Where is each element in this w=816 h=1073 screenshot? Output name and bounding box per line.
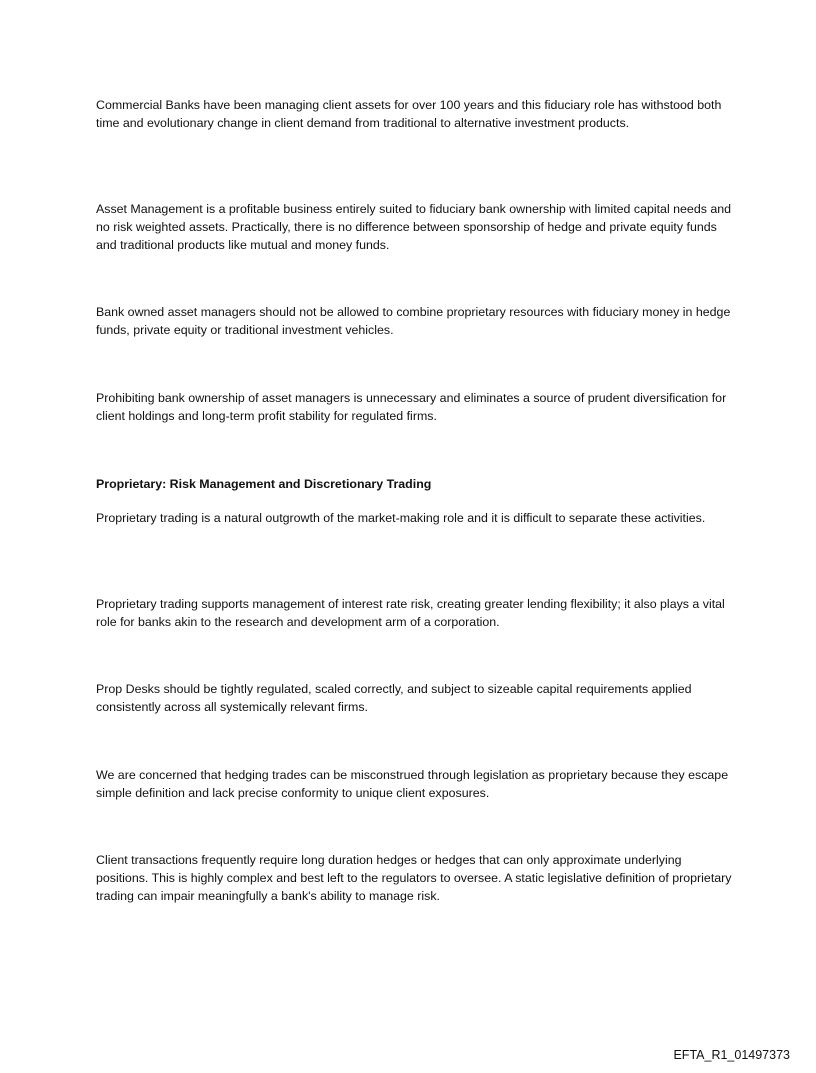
paragraph-prop-desks: Prop Desks should be tightly regulated, scaled correctly, and subject to sizeable capital requirements applied consistently across all systemically relevant firms. (96, 682, 692, 714)
paragraph-client-transactions: Client transactions frequently require long duration hedges or hedges that can only approximate underlying positions. This is highly complex and best left to the regulators to oversee. A static legislative definition of proprietary trading can impair meaningfully a bank's ability to manage risk. (96, 853, 732, 903)
paragraph-prohibiting-ownership: Prohibiting bank ownership of asset managers is unnecessary and eliminates a source of prudent diversification for client holdings and long-term profit stability for regulated firms. (96, 391, 727, 423)
paragraph-commercial-banks: Commercial Banks have been managing client assets for over 100 years and this fiduciary role has withstood both time and evolutionary change in client demand from traditional to alternative investment products. (96, 98, 722, 130)
paragraph-interest-rate-risk: Proprietary trading supports management of interest rate risk, creating greater lending flexibility; it also plays a vital role for banks akin to the research and development arm of a corporation. (96, 597, 725, 629)
paragraph-bank-owned-asset-managers: Bank owned asset managers should not be allowed to combine proprietary resources with fiduciary money in hedge funds, private equity or traditional investment vehicles. (96, 305, 731, 337)
paragraph-market-making: Proprietary trading is a natural outgrowth of the market-making role and it is difficult to separate these activities. (96, 511, 706, 525)
paragraph-hedging-trades: We are concerned that hedging trades can be misconstrued through legislation as proprietary because they escape simple definition and lack precise conformity to unique client exposures. (96, 768, 729, 800)
document-id-footer: EFTA_R1_01497373 (673, 1048, 790, 1062)
paragraph-asset-management: Asset Management is a profitable business entirely suited to fiduciary bank ownership with limited capital needs and no risk weighted assets. Practically, there is no difference between sponsorship of hedge and private equity funds and traditional products like mutual and money funds. (96, 202, 732, 252)
section-heading-proprietary: Proprietary: Risk Management and Discretionary Trading (96, 477, 432, 491)
